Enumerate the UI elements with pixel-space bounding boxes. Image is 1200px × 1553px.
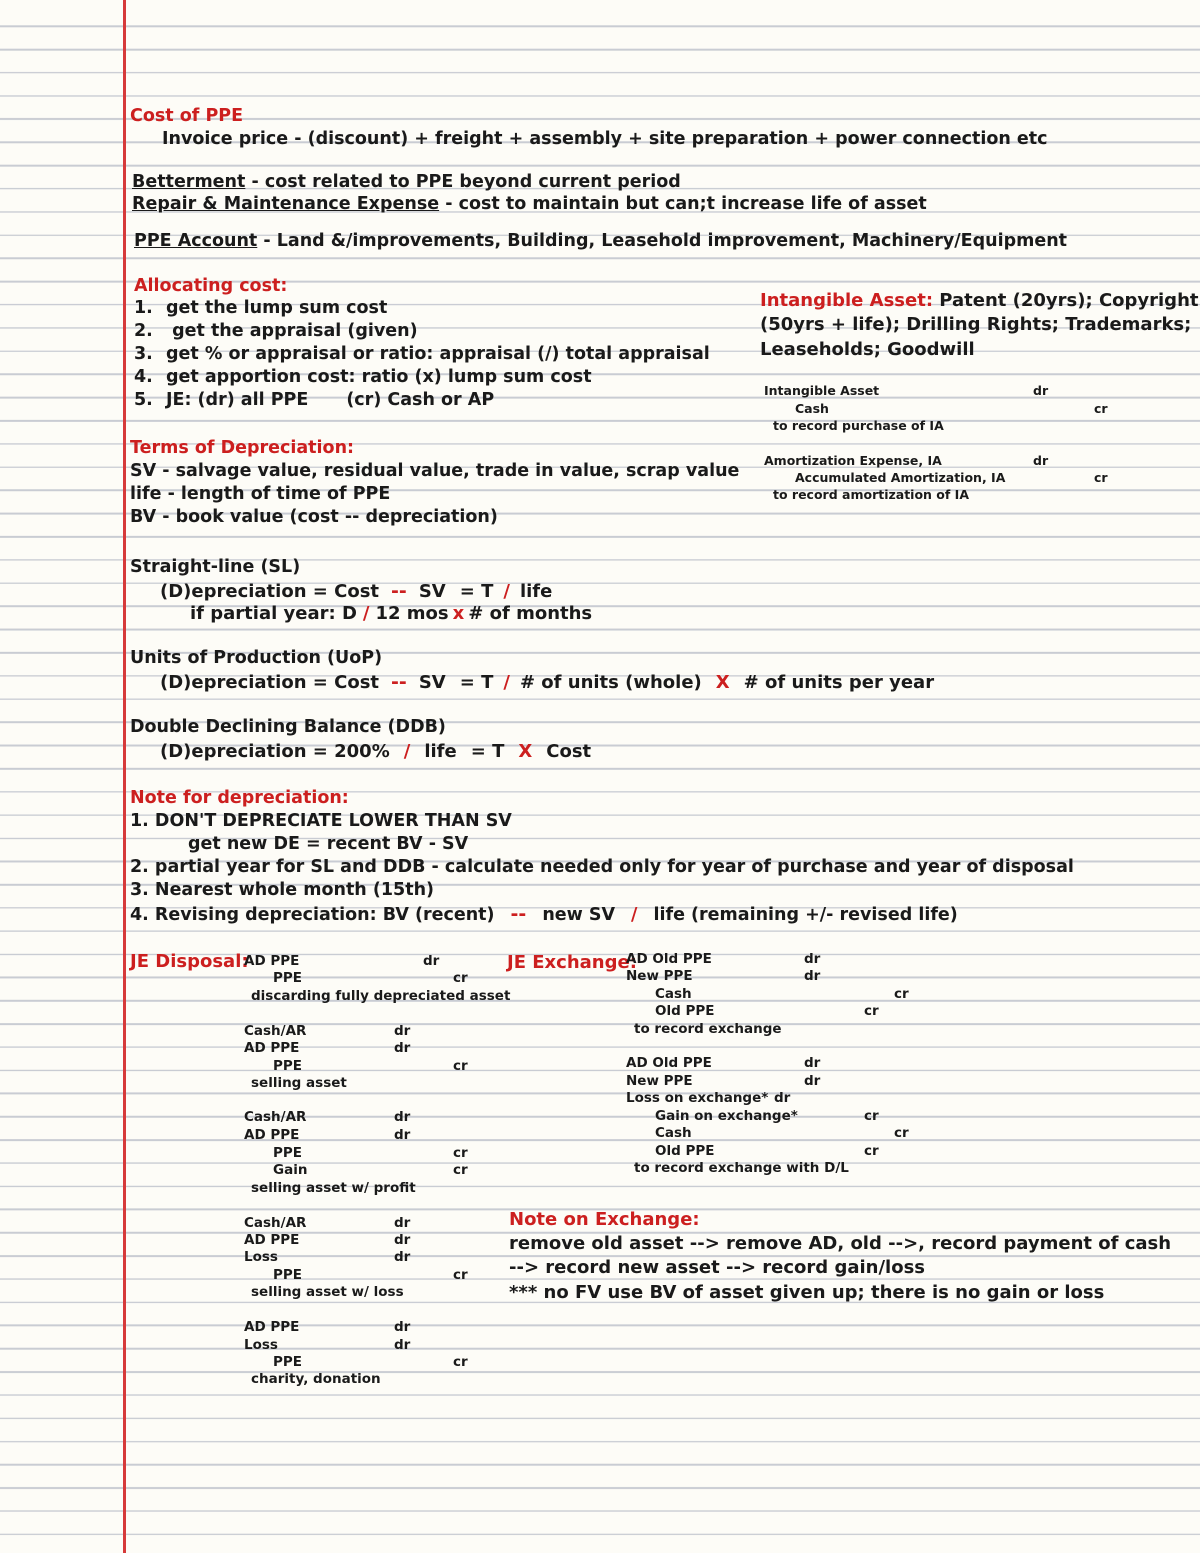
sl-title: Straight-line (SL) [130,557,301,577]
je-account: Gain on exchange* [655,1108,798,1124]
list-number: 2. [134,321,153,341]
je-account: PPE [273,1354,303,1370]
je-note: selling asset [251,1075,347,1091]
je-account: Cash [655,986,692,1002]
je-account: Cash [655,1125,692,1141]
je-cr: cr [1094,470,1108,485]
je-note: to record amortization of IA [773,487,970,502]
note-dep-part: 4. Revising depreciation: BV (recent) [130,905,495,925]
list-text: get % or appraisal or ratio: appraisal (/) total appraisal [166,344,710,364]
terms-line: BV - book value (cost -- depreciation) [130,507,498,527]
sl-partial-part: # of months [468,603,593,624]
je-note: selling asset w/ profit [251,1180,416,1196]
list-text: get the appraisal (given) [166,321,418,341]
je-account: Cash [795,401,829,416]
uop-formula-part: SV [418,672,446,693]
je-dr: dr [394,1023,411,1039]
je-cr: cr [453,1162,468,1178]
terms-line: life - length of time of PPE [130,484,391,504]
note-dep-line: 1. DON'T DEPRECIATE LOWER THAN SV [130,811,512,831]
note-exchange-title: Note on Exchange: [509,1209,700,1230]
je-cr: cr [864,1143,879,1159]
je-account: Gain [273,1162,308,1178]
intangible-line-2: (50yrs + life); Drilling Rights; Trademarks; [760,314,1192,335]
je-account: PPE [273,1267,303,1283]
sl-formula-part: SV [418,581,446,602]
je-account: Loss on exchange* [626,1090,769,1106]
terms-line: SV - salvage value, residual value, trade in value, scrap value [130,461,740,481]
intangible-line-3: Leaseholds; Goodwill [760,339,975,360]
je-disposal-title: JE Disposal: [130,951,249,972]
repair-label: Repair & Maintenance Expense [132,194,440,214]
je-account: PPE [273,970,303,986]
uop-title: Units of Production (UoP) [130,648,383,668]
je-account: Loss [244,1249,278,1265]
je-cr: cr [453,1145,468,1161]
ddb-formula [160,741,591,762]
je-cr: cr [453,1354,468,1370]
je-account: Old PPE [655,1003,715,1019]
minus-sign: -- [510,903,527,925]
sl-formula-part: (D)epreciation = Cost [160,581,380,602]
minus-sign: -- [391,580,407,602]
slash-sign: / [403,741,411,762]
uop-formula-part: (D)epreciation = Cost [160,672,380,693]
note-exchange-line: remove old asset --> remove AD, old -->, record payment of cash [509,1233,1172,1254]
list-extra: (cr) Cash or AP [346,390,495,410]
je-dr: dr [394,1232,411,1248]
je-cr: cr [453,970,468,986]
cost-ppe-line: Invoice price - (discount) + freight + assembly + site preparation + power connection etc [162,129,1048,149]
je-account: AD Old PPE [626,1055,712,1071]
betterment-label: Betterment [132,172,246,192]
je-note: to record exchange with D/L [634,1160,849,1176]
betterment-line [132,172,681,192]
je-note: discarding fully depreciated asset [251,988,511,1004]
je-dr: dr [804,968,821,984]
je-cr: cr [453,1058,468,1074]
je-dr: dr [394,1337,411,1353]
ppe-account-label: PPE Account [134,231,258,251]
note-dep-line: 2. partial year for SL and DDB - calculate needed only for year of purchase and year of disposal [130,857,1074,877]
cost-ppe-title: Cost of PPE [130,106,244,126]
je-dr: dr [1033,453,1049,468]
note-dep-part: new SV [542,905,616,925]
list-text: get apportion cost: ratio (x) lump sum cost [166,367,592,387]
allocating-item [134,298,387,318]
je-dr: dr [394,1127,411,1143]
je-dr: dr [423,953,440,969]
je-account: AD PPE [244,953,300,969]
je-account: New PPE [626,1073,693,1089]
intangible-text-1: Patent (20yrs); Copyright [933,290,1199,311]
list-number: 5. [134,390,153,410]
ddb-formula-part: (D)epreciation = 200% [160,741,390,762]
terms-title: Terms of Depreciation: [130,438,355,458]
repair-text: - cost to maintain but can;t increase life of asset [439,194,927,214]
je-account: Cash/AR [244,1023,307,1039]
je-account: Cash/AR [244,1109,307,1125]
list-text: JE: (dr) all PPE [166,390,309,410]
je-account: Amortization Expense, IA [764,453,942,468]
list-number: 3. [134,344,153,364]
repair-line [132,194,927,214]
je-dr: dr [394,1040,411,1056]
times-sign: X [715,672,730,693]
je-dr: dr [804,1055,821,1071]
allocating-title: Allocating cost: [134,276,288,296]
ddb-title: Double Declining Balance (DDB) [130,717,446,737]
times-sign: x [452,603,465,624]
je-account: Loss [244,1337,278,1353]
je-cr: cr [864,1108,879,1124]
ppe-account-line [134,231,1067,251]
margin-line [123,0,126,1553]
note-dep-line: get new DE = recent BV - SV [188,834,469,854]
sl-partial [190,603,592,624]
je-account: PPE [273,1058,303,1074]
je-dr: dr [394,1215,411,1231]
sl-formula [160,580,552,602]
slash-sign: / [503,581,510,602]
note-exchange-line: --> record new asset --> record gain/loss [509,1257,926,1278]
ddb-formula-part: = T [470,741,505,762]
je-dr: dr [1033,383,1049,398]
allocating-item [134,390,494,410]
je-exchange-title: JE Exchange: [507,952,637,973]
je-cr: cr [1094,401,1108,416]
je-account: AD PPE [244,1319,300,1335]
note-dep-line [130,903,958,925]
uop-formula-part: # of units (whole) [519,672,702,693]
je-note: charity, donation [251,1371,381,1387]
je-dr: dr [394,1319,411,1335]
je-account: AD PPE [244,1040,300,1056]
je-note: to record purchase of IA [773,418,944,433]
je-dr: dr [774,1090,791,1106]
ppe-account-text: - Land &/improvements, Building, Leasehold improvement, Machinery/Equipment [257,231,1068,251]
allocating-item [134,367,592,387]
sl-partial-part: 12 mos [375,603,449,624]
list-number: 1. [134,298,153,318]
ddb-formula-part: life [424,741,457,762]
allocating-item [134,321,418,341]
je-note: to record exchange [634,1021,782,1037]
je-note: selling asset w/ loss [251,1284,404,1300]
sl-partial-part: if partial year: D [190,603,357,624]
note-dep-title: Note for depreciation: [130,788,349,808]
je-account: PPE [273,1145,303,1161]
sl-formula-part: life [519,581,553,602]
minus-sign: -- [391,671,407,693]
slash-sign: / [362,603,370,624]
je-account: Cash/AR [244,1215,307,1231]
uop-formula-part: # of units per year [743,672,935,693]
sl-formula-part: = T [459,581,494,602]
slash-sign: / [503,672,510,693]
je-account: AD Old PPE [626,951,712,967]
note-dep-line: 3. Nearest whole month (15th) [130,880,435,900]
je-account: Intangible Asset [764,383,880,398]
ddb-formula-part: Cost [546,741,592,762]
note-exchange-line: *** no FV use BV of asset given up; there is no gain or loss [509,1282,1105,1303]
je-cr: cr [453,1267,468,1283]
list-number: 4. [134,367,153,387]
je-dr: dr [804,1073,821,1089]
betterment-text: - cost related to PPE beyond current period [245,172,681,192]
list-text: get the lump sum cost [166,298,388,318]
note-dep-part: life (remaining +/- revised life) [653,905,958,925]
intangible-title: Intangible Asset: [760,290,934,311]
je-cr: cr [864,1003,879,1019]
je-account: AD PPE [244,1232,300,1248]
je-dr: dr [394,1109,411,1125]
je-dr: dr [394,1249,411,1265]
je-cr: cr [894,1125,909,1141]
uop-formula-part: = T [459,672,494,693]
je-account: New PPE [626,968,693,984]
je-account: AD PPE [244,1127,300,1143]
je-dr: dr [804,951,821,967]
times-sign: X [518,741,533,762]
uop-formula [160,671,934,693]
je-account: Old PPE [655,1143,715,1159]
je-account: Accumulated Amortization, IA [795,470,1006,485]
intangible-line-1 [760,290,1199,311]
slash-sign: / [631,905,638,925]
je-cr: cr [894,986,909,1002]
allocating-item [134,344,710,364]
